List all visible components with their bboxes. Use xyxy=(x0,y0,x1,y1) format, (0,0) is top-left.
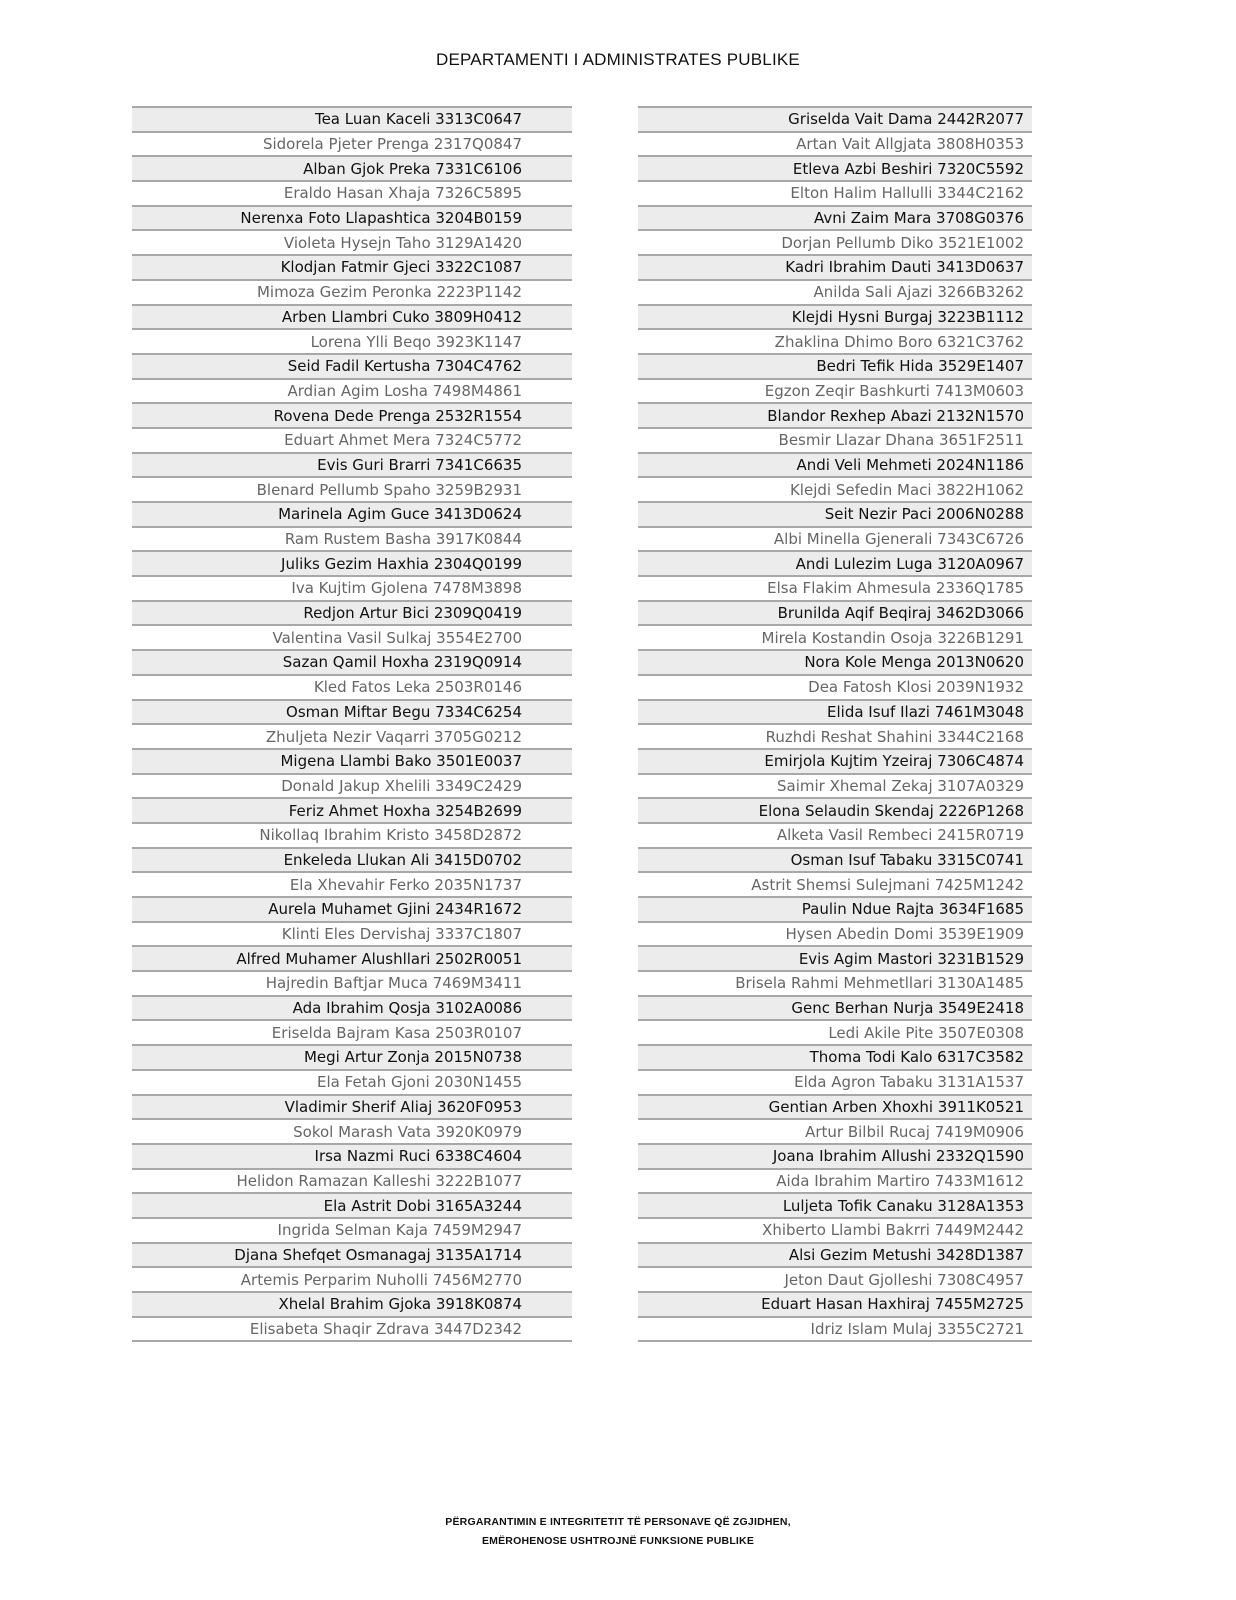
list-item: Feriz Ahmet Hoxha 3254B2699 xyxy=(132,799,572,824)
list-item: Kled Fatos Leka 2503R0146 xyxy=(132,676,572,701)
list-item: Vladimir Sherif Aliaj 3620F0953 xyxy=(132,1096,572,1121)
left-name-list xyxy=(132,106,572,1342)
list-item: Mirela Kostandin Osoja 3226B1291 xyxy=(638,626,1032,651)
list-item: Alsi Gezim Metushi 3428D1387 xyxy=(638,1244,1032,1269)
list-item: Blandor Rexhep Abazi 2132N1570 xyxy=(638,404,1032,429)
list-item: Migena Llambi Bako 3501E0037 xyxy=(132,750,572,775)
list-item: Elida Isuf Ilazi 7461M3048 xyxy=(638,701,1032,726)
list-item: Genc Berhan Nurja 3549E2418 xyxy=(638,997,1032,1022)
list-item: Ada Ibrahim Qosja 3102A0086 xyxy=(132,997,572,1022)
list-item: Artan Vait Allgjata 3808H0353 xyxy=(638,133,1032,158)
right-name-list xyxy=(638,106,1032,1342)
list-item: Elisabeta Shaqir Zdrava 3447D2342 xyxy=(132,1318,572,1343)
list-item: Dea Fatosh Klosi 2039N1932 xyxy=(638,676,1032,701)
list-item: Artur Bilbil Rucaj 7419M0906 xyxy=(638,1120,1032,1145)
footer-line-1: PËRGARANTIMIN E INTEGRITETIT TË PERSONAVE QË ZGJIDHEN, xyxy=(445,1516,791,1528)
list-item: Ram Rustem Basha 3917K0844 xyxy=(132,528,572,553)
list-item: Klodjan Fatmir Gjeci 3322C1087 xyxy=(132,256,572,281)
list-item: Dorjan Pellumb Diko 3521E1002 xyxy=(638,231,1032,256)
list-item: Blenard Pellumb Spaho 3259B2931 xyxy=(132,478,572,503)
list-item: Elsa Flakim Ahmesula 2336Q1785 xyxy=(638,577,1032,602)
list-item: Luljeta Tofik Canaku 3128A1353 xyxy=(638,1194,1032,1219)
list-item: Tea Luan Kaceli 3313C0647 xyxy=(132,108,572,133)
list-item: Juliks Gezim Haxhia 2304Q0199 xyxy=(132,552,572,577)
list-item: Joana Ibrahim Allushi 2332Q1590 xyxy=(638,1145,1032,1170)
list-item: Elton Halim Hallulli 3344C2162 xyxy=(638,182,1032,207)
list-item: Anilda Sali Ajazi 3266B3262 xyxy=(638,281,1032,306)
list-item: Astrit Shemsi Sulejmani 7425M1242 xyxy=(638,873,1032,898)
list-item: Djana Shefqet Osmanagaj 3135A1714 xyxy=(132,1244,572,1269)
list-item: Avni Zaim Mara 3708G0376 xyxy=(638,207,1032,232)
list-item: Eriselda Bajram Kasa 2503R0107 xyxy=(132,1021,572,1046)
list-item: Alfred Muhamer Alushllari 2502R0051 xyxy=(132,947,572,972)
list-item: Griselda Vait Dama 2442R2077 xyxy=(638,108,1032,133)
list-item: Etleva Azbi Beshiri 7320C5592 xyxy=(638,157,1032,182)
list-item: Evis Agim Mastori 3231B1529 xyxy=(638,947,1032,972)
list-item: Zhuljeta Nezir Vaqarri 3705G0212 xyxy=(132,725,572,750)
list-item: Nikollaq Ibrahim Kristo 3458D2872 xyxy=(132,824,572,849)
list-item: Mimoza Gezim Peronka 2223P1142 xyxy=(132,281,572,306)
list-item: Valentina Vasil Sulkaj 3554E2700 xyxy=(132,626,572,651)
list-item: Iva Kujtim Gjolena 7478M3898 xyxy=(132,577,572,602)
list-item: Osman Miftar Begu 7334C6254 xyxy=(132,701,572,726)
list-item: Enkeleda Llukan Ali 3415D0702 xyxy=(132,849,572,874)
list-item: Thoma Todi Kalo 6317C3582 xyxy=(638,1046,1032,1071)
list-item: Sokol Marash Vata 3920K0979 xyxy=(132,1120,572,1145)
list-item: Seit Nezir Paci 2006N0288 xyxy=(638,503,1032,528)
list-item: Kadri Ibrahim Dauti 3413D0637 xyxy=(638,256,1032,281)
list-item: Marinela Agim Guce 3413D0624 xyxy=(132,503,572,528)
list-item: Albi Minella Gjenerali 7343C6726 xyxy=(638,528,1032,553)
list-item: Eduart Hasan Haxhiraj 7455M2725 xyxy=(638,1293,1032,1318)
list-item: Eraldo Hasan Xhaja 7326C5895 xyxy=(132,182,572,207)
list-item: Xhelal Brahim Gjoka 3918K0874 xyxy=(132,1293,572,1318)
list-item: Rovena Dede Prenga 2532R1554 xyxy=(132,404,572,429)
list-item: Sazan Qamil Hoxha 2319Q0914 xyxy=(132,651,572,676)
list-item: Arben Llambri Cuko 3809H0412 xyxy=(132,306,572,331)
list-item: Ruzhdi Reshat Shahini 3344C2168 xyxy=(638,725,1032,750)
list-item: Ledi Akile Pite 3507E0308 xyxy=(638,1021,1032,1046)
list-item: Klejdi Hysni Burgaj 3223B1112 xyxy=(638,306,1032,331)
list-item: Ela Astrit Dobi 3165A3244 xyxy=(132,1194,572,1219)
list-item: Irsa Nazmi Ruci 6338C4604 xyxy=(132,1145,572,1170)
list-item: Ela Fetah Gjoni 2030N1455 xyxy=(132,1071,572,1096)
list-item: Klejdi Sefedin Maci 3822H1062 xyxy=(638,478,1032,503)
list-item: Idriz Islam Mulaj 3355C2721 xyxy=(638,1318,1032,1343)
list-item: Saimir Xhemal Zekaj 3107A0329 xyxy=(638,775,1032,800)
list-item: Bedri Tefik Hida 3529E1407 xyxy=(638,355,1032,380)
list-item: Helidon Ramazan Kalleshi 3222B1077 xyxy=(132,1170,572,1195)
list-item: Nora Kole Menga 2013N0620 xyxy=(638,651,1032,676)
list-item: Gentian Arben Xhoxhi 3911K0521 xyxy=(638,1096,1032,1121)
list-item: Elona Selaudin Skendaj 2226P1268 xyxy=(638,799,1032,824)
list-item: Klinti Eles Dervishaj 3337C1807 xyxy=(132,923,572,948)
list-item: Andi Lulezim Luga 3120A0967 xyxy=(638,552,1032,577)
list-item: Ingrida Selman Kaja 7459M2947 xyxy=(132,1219,572,1244)
list-item: Artemis Perparim Nuholli 7456M2770 xyxy=(132,1268,572,1293)
list-item: Zhaklina Dhimo Boro 6321C3762 xyxy=(638,330,1032,355)
list-item: Redjon Artur Bici 2309Q0419 xyxy=(132,602,572,627)
list-item: Besmir Llazar Dhana 3651F2511 xyxy=(638,429,1032,454)
footer xyxy=(0,1513,1236,1551)
page-title: DEPARTAMENTI I ADMINISTRATES PUBLIKE xyxy=(436,50,800,69)
list-item: Brisela Rahmi Mehmetllari 3130A1485 xyxy=(638,972,1032,997)
list-item: Paulin Ndue Rajta 3634F1685 xyxy=(638,898,1032,923)
list-item: Ardian Agim Losha 7498M4861 xyxy=(132,380,572,405)
list-item: Donald Jakup Xhelili 3349C2429 xyxy=(132,775,572,800)
list-item: Evis Guri Brarri 7341C6635 xyxy=(132,454,572,479)
list-item: Hajredin Baftjar Muca 7469M3411 xyxy=(132,972,572,997)
list-item: Andi Veli Mehmeti 2024N1186 xyxy=(638,454,1032,479)
list-item: Lorena Ylli Beqo 3923K1147 xyxy=(132,330,572,355)
list-item: Nerenxa Foto Llapashtica 3204B0159 xyxy=(132,207,572,232)
list-item: Brunilda Aqif Beqiraj 3462D3066 xyxy=(638,602,1032,627)
list-item: Ela Xhevahir Ferko 2035N1737 xyxy=(132,873,572,898)
list-item: Egzon Zeqir Bashkurti 7413M0603 xyxy=(638,380,1032,405)
list-item: Eduart Ahmet Mera 7324C5772 xyxy=(132,429,572,454)
list-item: Alketa Vasil Rembeci 2415R0719 xyxy=(638,824,1032,849)
list-item: Osman Isuf Tabaku 3315C0741 xyxy=(638,849,1032,874)
list-item: Xhiberto Llambi Bakrri 7449M2442 xyxy=(638,1219,1032,1244)
list-item: Hysen Abedin Domi 3539E1909 xyxy=(638,923,1032,948)
list-item: Aida Ibrahim Martiro 7433M1612 xyxy=(638,1170,1032,1195)
list-item: Seid Fadil Kertusha 7304C4762 xyxy=(132,355,572,380)
list-item: Violeta Hysejn Taho 3129A1420 xyxy=(132,231,572,256)
list-item: Elda Agron Tabaku 3131A1537 xyxy=(638,1071,1032,1096)
list-item: Megi Artur Zonja 2015N0738 xyxy=(132,1046,572,1071)
list-item: Alban Gjok Preka 7331C6106 xyxy=(132,157,572,182)
footer-line-2: EMËROHENOSE USHTROJNË FUNKSIONE PUBLIKE xyxy=(481,1535,755,1547)
list-item: Aurela Muhamet Gjini 2434R1672 xyxy=(132,898,572,923)
list-item: Emirjola Kujtim Yzeiraj 7306C4874 xyxy=(638,750,1032,775)
list-item: Sidorela Pjeter Prenga 2317Q0847 xyxy=(132,133,572,158)
list-item: Jeton Daut Gjolleshi 7308C4957 xyxy=(638,1268,1032,1293)
